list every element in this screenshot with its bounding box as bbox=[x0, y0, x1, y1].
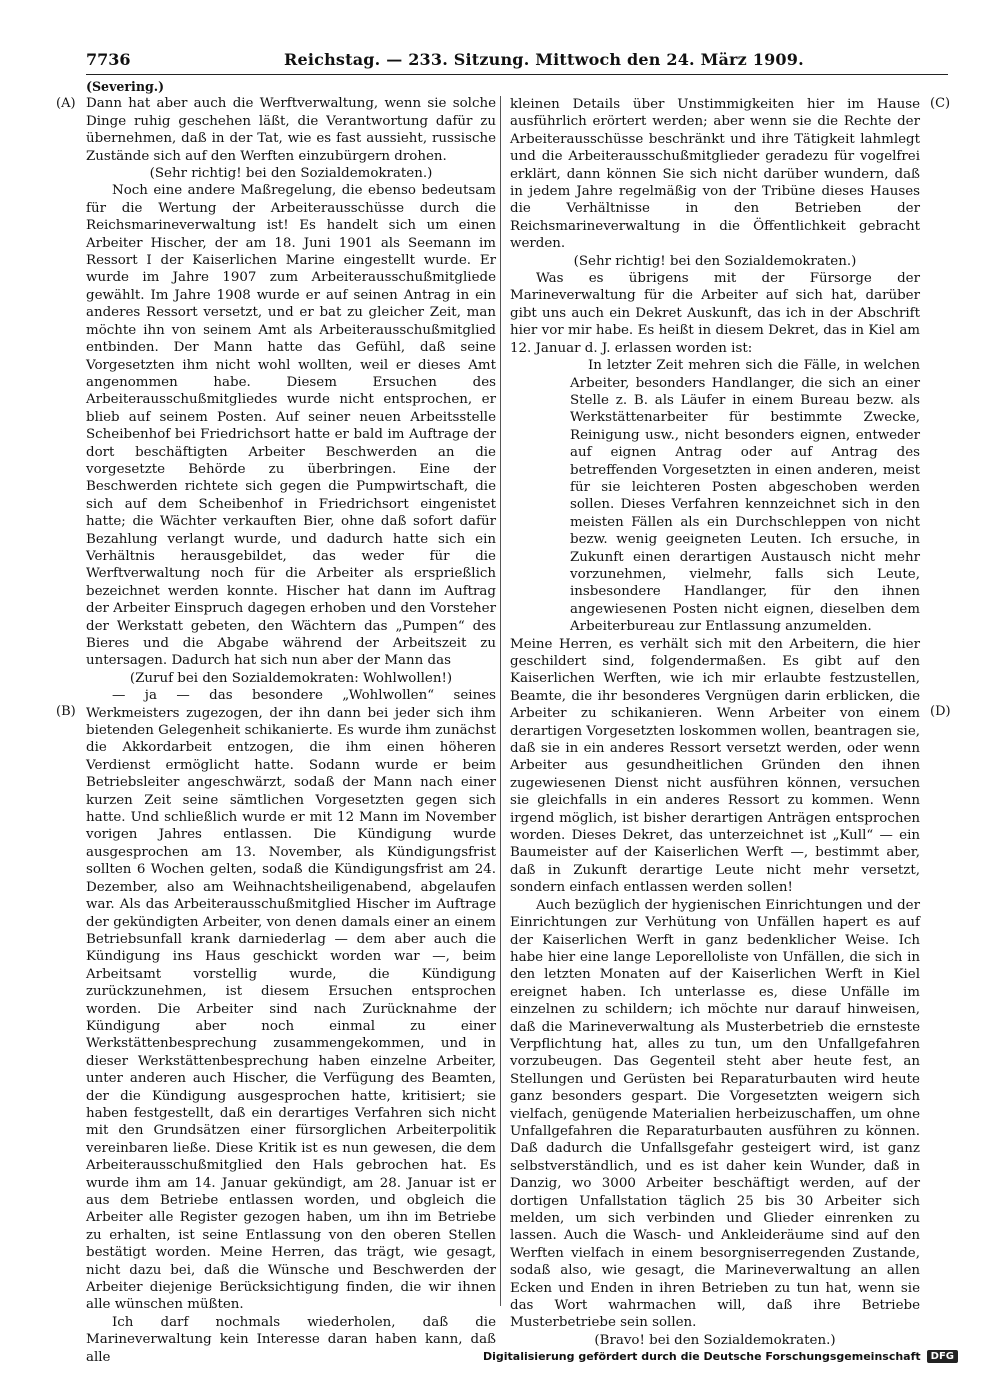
paragraph: Was es übrigens mit der Fürsorge der Marineverwaltung für die Arbeiter auf sich hat, darüber gibt uns auch ein Dekret Auskunft, das ich in der Abschrift hier vor mir habe. Es heißt in diesem Dekret, das in Kiel am 12. Januar d. J. erlassen worden ist: bbox=[510, 271, 920, 356]
margin-label-b: (B) bbox=[56, 704, 76, 719]
paragraph: — ja — das besondere „Wohlwollen“ seines Werkmeisters zugezogen, der ihn dann bei jeder sich ihm bietenden Gelegenheit schikanierte. Es wurde ihm zunächst die Akkordarbeit entzogen, die ihm einen höheren Verdienst ermöglicht hatte. Sodann wurde er beim Betriebsleiter angeschwärzt, sodaß der Mann nach einer kurzen Zeit seine sämtlichen Vorgesetzten gegen sich hatte. Und schließlich wurde er mit 12 Mann im November vorigen Jahres entlassen. Die Kündigung wurde ausgesprochen am 13. November, als Kündigungsfrist sollten 6 Wochen gelten, sodaß die Kündigungsfrist am 24. Dezember, also am Weihnachtsheiligenabend, abgelaufen war. Als das Arbeiterausschußmitglied Hischer im Auftrage der gekündigten Arbeiter, von denen damals einer an einem Betriebsunfall krank darniederlag — dem aber auch die Kündigung ins Haus geschickt worden war —, beim Arbeitsamt vorstellig wurde, die Kündigung zurückzunehmen, ist diesem Ersuchen entsprochen worden. Die Arbeiter sind nach Zurücknahme der Kündigung aber noch einmal zu einer Werkstättenbesprechung zusammengekommen, und in dieser Werkstättenbesprechung haben einzelne Arbeiter, unter anderen auch Hischer, die Verfügung des Beamten, der die Kündigung ausgesprochen hatte, kritisiert; sie haben festgestellt, daß ein derartiges Verfahren sich nicht mit den Grundsätzen einer fürsorglichen Arbeiterpolitik vereinbaren ließe. Diese Kritik ist es nun gewesen, die dem Arbeiterausschußmitglied den Hals gebrochen hat. Es wurde ihm am 14. Januar gekündigt, am 28. Januar ist er aus dem Betriebe entlassen worden, und obgleich die Arbeiter alle Register gezogen haben, um ihn im Betriebe zu erhalten, ist seine Entlassung von den oberen Stellen bestätigt worden. Meine Herren, das trägt, wie gesagt, nicht dazu bei, daß die Wünsche und Beschwerden der Arbeiter diejenige Berücksichtigung finden, die wir ihnen alle wünschen müßten. bbox=[86, 688, 496, 1313]
column-divider bbox=[500, 96, 501, 1306]
interjection: (Sehr richtig! bei den Sozialdemokraten.) bbox=[149, 166, 433, 182]
margin-label-d: (D) bbox=[930, 704, 951, 719]
paragraph: Noch eine andere Maßregelung, die ebenso bedeutsam für die Wertung der Arbeiterausschüsse durch die Reichsmarineverwaltung ist! Es handelt sich um einen Arbeiter Hischer, der am 18. Juni 1901 als Seemann im Ressort I der Kaiserlichen Marine eingestellt wurde. Er wurde im Jahre 1907 zum Arbeiterausschußmitgliede gewählt. Im Jahre 1908 wurde er auf seinen Antrag in ein anderes Ressort versetzt, und er bat zu gleicher Zeit, man möchte ihn von seinem Amt als Arbeiterausschußmitglied entbinden. Der Mann hatte das Gefühl, daß seine Vorgesetzten ihm nicht wohl wollten, weil er dieses Amt angenommen habe. Diesem Ersuchen des Arbeiterausschußmitgliedes wurde nicht entsprochen, er blieb auf seinem Posten. Auf seiner neuen Arbeitsstelle Scheibenhof bei Friedrichsort hatte er bald im Auftrage der dort beschäftigten Arbeiter Beschwerden an die vorgesetzte Behörde zu überbringen. Eine der Beschwerden richtete sich gegen die Pumpwirtschaft, die sich auf dem Scheibenhof in Friedrichsort eingenistet hatte; die Wächter verkauften Bier, ohne daß sofort dafür Bezahlung verlangt wurde, und dadurch hatte sich ein Verhältnis herausgebildet, das weder für die Werftverwaltung noch für die Arbeiter als ersprießlich bezeichnet werden konnte. Hischer hat dann im Auftrag der Arbeiter Einspruch dagegen erhoben und den Vorsteher der Werkstatt gebeten, den Wächtern das „Pumpen“ des Bieres und die Abgabe während der Arbeitszeit zu untersagen. Dadurch hat sich nun aber der Mann das bbox=[86, 183, 496, 669]
page-title: Reichstag. — 233. Sitzung. Mittwoch den 24. März 1909. bbox=[284, 50, 804, 69]
footer bbox=[483, 1350, 958, 1363]
margin-label-a: (A) bbox=[56, 96, 76, 111]
interjection: (Sehr richtig! bei den Sozialdemokraten.) bbox=[573, 253, 857, 269]
page-header bbox=[86, 50, 948, 72]
quote-paragraph: In letzter Zeit mehren sich die Fälle, in welchen Arbeiter, besonders Handlanger, die sich an einer Stelle z. B. als Läufer in einem Bureau bezw. als Werkstättenarbeiter für bestimmte Zwecke, Reinigung usw., nicht besonders eignen, entweder auf eignen Antrag oder auf Antrag des betreffenden Vorgesetzten in einen anderen, meist für sie leichteren Posten abgeschoben werden sollen. Dieses Verfahren kennzeichnet sich in den meisten Fällen als ein Durchschleppen von nicht bezw. wenig geeigneten Leuten. Ich ersuche, in Zukunft einen derartigen Austausch nicht mehr vorzunehmen, vielmehr, falls sich Leute, insbesondere Handlanger, für den ihnen angewiesenen Posten nicht eignen, dieselben dem Arbeiterbureau zur Entlassung anzumelden. bbox=[570, 358, 920, 635]
paragraph: Ich darf nochmals wiederholen, daß die Marineverwaltung kein Interesse daran haben kann, daß alle bbox=[86, 1314, 496, 1365]
decree-quote bbox=[570, 357, 920, 636]
speaker-name: (Severing.) bbox=[86, 79, 165, 94]
right-column bbox=[510, 96, 920, 1349]
interjection: (Zuruf bei den Sozialdemokraten: Wohlwollen!) bbox=[129, 670, 453, 686]
footer-text: Digitalisierung gefördert durch die Deutsche Forschungsgemeinschaft bbox=[482, 1350, 921, 1363]
interjection: (Bravo! bei den Sozialdemokraten.) bbox=[594, 1332, 836, 1348]
paragraph: kleinen Details über Unstimmigkeiten hier im Hause ausführlich erörtert werden; aber wenn sie die Rechte der Arbeiterausschüsse beschränkt und ihre Tätigkeit lahmlegt und die Arbeiterausschußmitglieder geradezu für vogelfrei erklärt, dann können Sie sich nicht darüber wundern, daß in jedem Jahre regelmäßig von der Tribüne dieses Hauses die Verhältnisse in den Betrieben der Reichsmarineverwaltung in die Öffentlichkeit gebracht werden. bbox=[510, 97, 920, 252]
dfg-logo: DFG bbox=[927, 1350, 958, 1363]
header-rule bbox=[86, 74, 948, 75]
paragraph: Auch bezüglich der hygienischen Einrichtungen und der Einrichtungen zur Verhütung von Unfällen hapert es auf der Kaiserlichen Werft in ganz bedenklicher Weise. Ich habe hier eine lange Leporelloliste von Unfällen, die sich in den letzten Monaten auf der Kaiserlichen Werft in Kiel ereignet haben. Ich unterlasse es, diese Unfälle im einzelnen zu schildern; ich möchte nur darauf hinweisen, daß die Marineverwaltung als Musterbetrieb die ernsteste Verpflichtung hat, alles zu tun, um den Unfallgefahren vorzubeugen. Das Gegenteil steht aber heute fest, an Stellungen und Gerüsten bei Reparaturbauten wird heute ganz besonders gespart. Die Vorgesetzten weigern sich vielfach, genügende Materialien herbeizuschaffen, um ohne Unfallgefahren die Reparaturbauten ausführen zu können. Daß dadurch die Unfallsgefahr gesteigert wird, ist ganz selbstverständlich, und es ist daher kein Wunder, daß in Danzig, wo 3000 Arbeiter beschäftigt werden, auf der dortigen Unfallstation täglich 25 bis 30 Arbeiter sich melden, um sich verbinden und Glieder einrenken zu lassen. Auch die Wasch- und Ankleideräume sind auf den Werften vielfach in einem besorgniserregenden Zustande, sodaß also, wie gesagt, die Marineverwaltung an allen Ecken und Enden in ihren Betrieben zu tun hat, wenn sie das Wort wahrmachen will, daß ihre Betriebe Musterbetriebe sein sollen. bbox=[510, 897, 920, 1331]
page-number: 7736 bbox=[86, 50, 131, 69]
left-column bbox=[86, 78, 496, 1366]
paragraph: Meine Herren, es verhält sich mit den Arbeitern, die hier geschildert sind, folgendermaßen. Es gibt auf den Kaiserlichen Werften, wie ich mir erlaubte festzustellen, Beamte, die ihr besonderes Vergnügen darin erblicken, die Arbeiter zu schikanieren. Wenn Arbeiter von einem derartigen Vorgesetzten loskommen wollen, beantragen sie, daß sie in ein anderes Ressort versetzt werden, oder wenn Arbeiter aus gesundheitlichen Gründen den ihnen zugewiesenen Dienst nicht ausführen können, versuchen sie gleichfalls in ein anderes Ressort zu kommen. Wenn irgend möglich, ist bisher derartigen Anträgen entsprochen worden. Dieses Dekret, das unterzeichnet ist „Kull“ — ein Baumeister auf der Kaiserlichen Werft —, bestimmt aber, daß in Zukunft derartige Leute nicht mehr versetzt, sondern einfach entlassen werden sollen! bbox=[510, 636, 920, 896]
paragraph: Dann hat aber auch die Werftverwaltung, wenn sie solche Dinge ruhig geschehen läßt, die Verantwortung dafür zu übernehmen, daß in der Tat, wie es fast aussieht, russische Zustände sich auf den Werften einzubürgern drohen. bbox=[86, 96, 496, 164]
margin-label-c: (C) bbox=[930, 96, 951, 111]
